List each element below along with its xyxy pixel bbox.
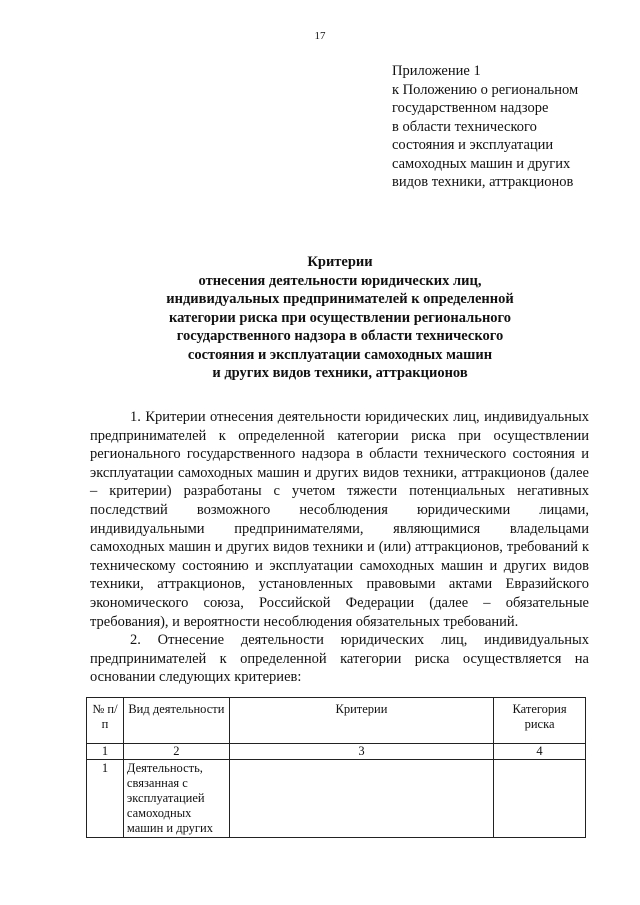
appendix-line: состояния и эксплуатации	[392, 137, 554, 153]
paragraph-1: 1. Критерии отнесения деятельности юридических лиц, индивидуальных предпринимателей к определенной категории риска при осуществлении регионального государственного надзора в области технического состояния и эксплуатации самоходных машин и других видов техники, аттракционов (далее – критерии) разработаны с учетом тяжести потенциальных негативных последствий возможного несоблюдения юридическими лицами, индивидуальными предпринимателями, являющимися владельцами самоходных машин и других видов техники и (или) аттракционов, требований к техническому состоянию и эксплуатации самоходных машин и других видов техники, аттракционов, установленных правовыми актами Евразийского экономического союза, Российской Федерации (далее – обязательные требования), и вероятности несоблюдения обязательных требований.	[90, 409, 589, 630]
row-category	[494, 760, 586, 838]
column-number: 4	[494, 744, 586, 760]
row-index: 1	[87, 760, 124, 838]
page-number: 17	[314, 30, 326, 42]
document-title	[90, 253, 590, 383]
title-line: индивидуальных предпринимателей к определенной	[166, 291, 514, 307]
header-kind: Вид деятельности	[123, 698, 229, 744]
column-number-row	[87, 744, 586, 760]
title-line: и других видов техники, аттракционов	[212, 365, 468, 381]
appendix-line: Приложение 1	[392, 63, 481, 79]
header-criteria: Критерии	[229, 698, 493, 744]
appendix-line: в области технического	[392, 118, 537, 135]
criteria-table	[86, 697, 586, 838]
title-line: государственного надзора в области технического	[176, 328, 504, 344]
appendix-line: государственном надзоре	[392, 100, 549, 116]
paragraph-2: 2. Отнесение деятельности юридических лиц, индивидуальных предпринимателей к определенной категории риска осуществляется на основании следующих критериев:	[90, 632, 589, 686]
column-number: 1	[87, 744, 124, 760]
title-line: состояния и эксплуатации самоходных машин	[187, 346, 493, 363]
row-kind: Деятельность, связанная с эксплуатацией самоходных машин и других	[123, 760, 229, 838]
column-number: 3	[229, 744, 493, 760]
appendix-line: самоходных машин и других	[392, 155, 571, 172]
table-row	[87, 760, 586, 838]
column-number: 2	[123, 744, 229, 760]
table-header-row	[87, 698, 586, 744]
title-line: отнесения деятельности юридических лиц,	[198, 272, 482, 289]
header-number: № п/п	[87, 698, 124, 744]
title-line: Критерии	[307, 254, 373, 270]
appendix-line: видов техники, аттракционов	[392, 174, 574, 190]
title-line: категории риска при осуществлении регионального	[168, 309, 512, 326]
appendix-header	[392, 62, 622, 192]
appendix-line: к Положению о региональном	[392, 81, 579, 98]
header-category: Категория риска	[494, 698, 586, 744]
row-criteria	[229, 760, 493, 838]
